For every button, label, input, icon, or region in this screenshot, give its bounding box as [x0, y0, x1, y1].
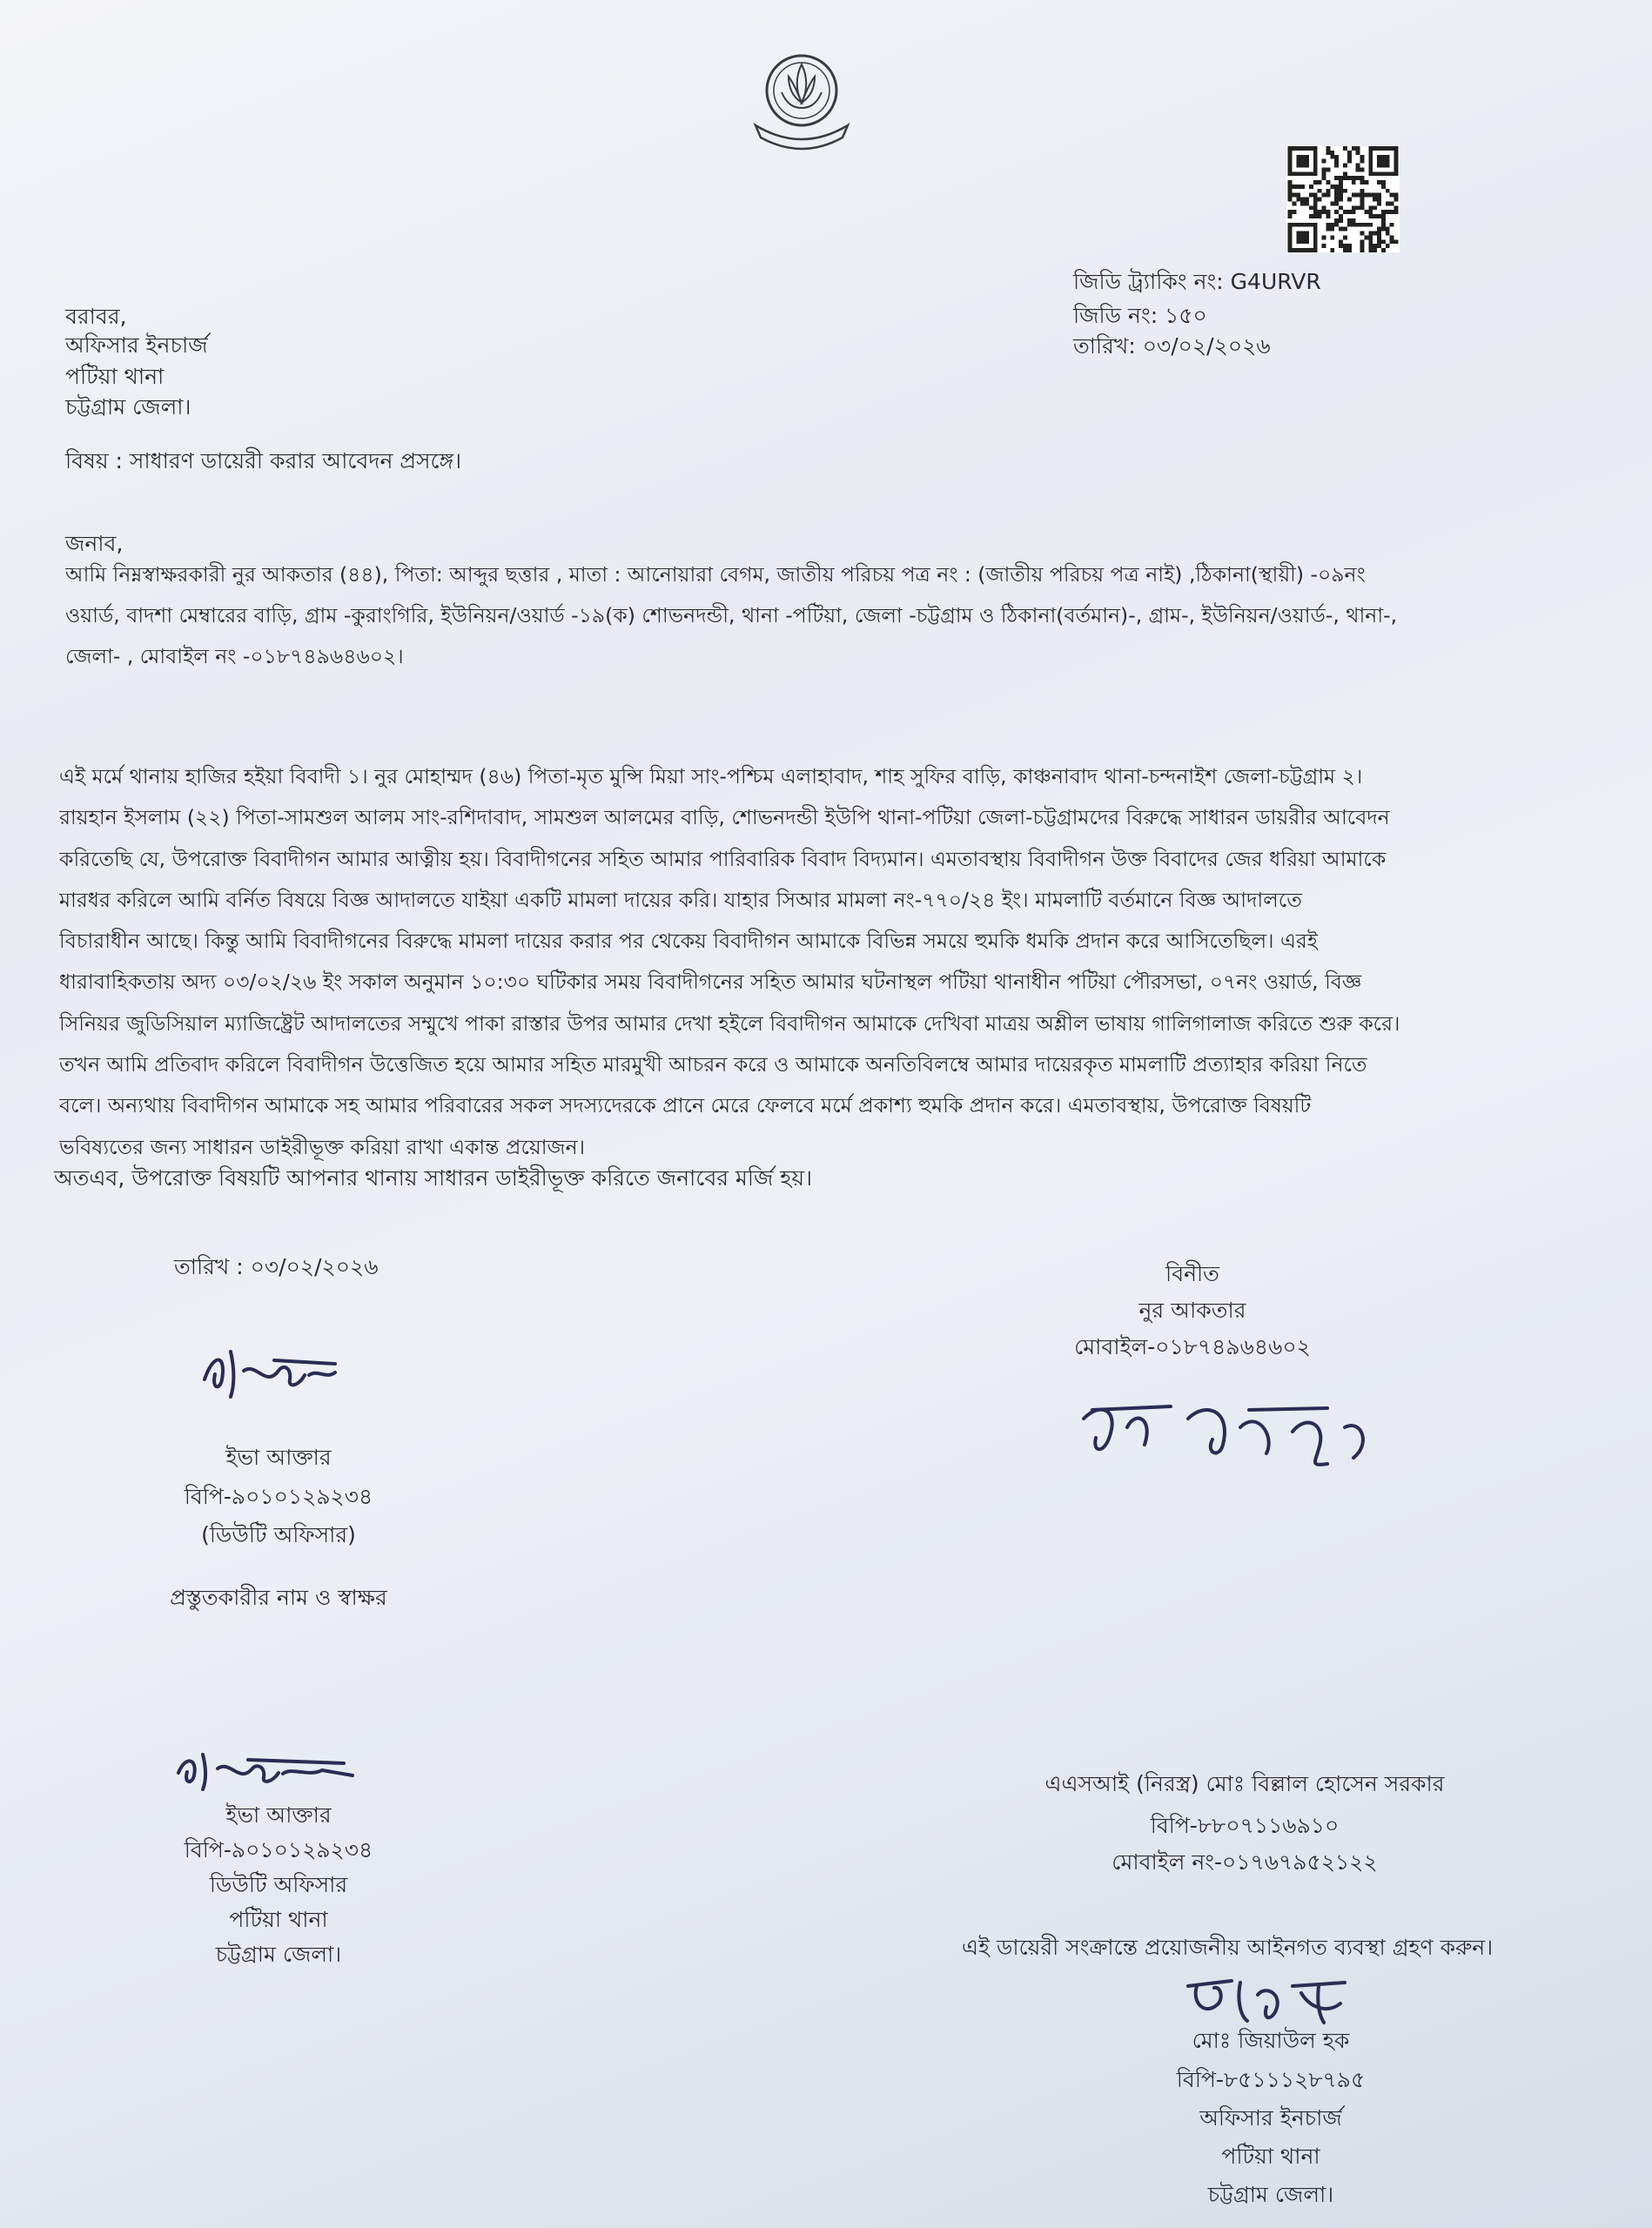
applicant-signature-icon — [1066, 1384, 1397, 1488]
asi-mobile: মোবাইল নং-০১৭৬৭৯৫২১২২ — [1111, 1849, 1378, 1875]
duty-officer-bp: বিপি-৯০১০১২৯২৩৪ — [184, 1837, 373, 1862]
applicant-label: বিনীত — [1165, 1261, 1219, 1286]
body-paragraph — [59, 756, 1582, 1168]
preparer-role: (ডিউটি অফিসার) — [201, 1522, 356, 1547]
gd-number: জিডি নং: ১৫০ — [1073, 303, 1207, 328]
body-line: বলে। অন্যথায় বিবাদীগন আমাকে সহ আমার পরিবারের সকল সদস্যদেরকে প্রানে মেরে ফেলবে মর্মে প্রকাশ্য হুমকি প্রদান করে। এমতাবস্থায়, উপরোক্ত বিষয়টি — [59, 1093, 1312, 1118]
address-line: চট্টগ্রাম জেলা। — [65, 394, 191, 419]
signature-date: তারিখ : ০৩/০২/২০২৬ — [174, 1254, 379, 1279]
gd-tracking-number: জিডি ট্র্যাকিং নং: G4URVR — [1073, 269, 1321, 294]
oc-station: পটিয়া থানা — [1221, 2144, 1320, 2169]
instruction-note: এই ডায়েরী সংক্রান্তে প্রয়োজনীয় আইনগত ব্যবস্থা গ্রহণ করুন। — [962, 1935, 1494, 1960]
intro-line: জেলা- , মোবাইল নং -০১৮৭৪৯৬৪৬০২। — [65, 644, 404, 668]
body-line: করিতেছি যে, উপরোক্ত বিবাদীগন আমার আত্নীয় হয়। বিবাদীগনের সহিত আমার পারিবারিক বিবাদ বিদ্যমান। এমতাবস্থায় বিবাদীগন উক্ত বিবাদের জের ধরিয়া আমাকে — [59, 846, 1387, 871]
preparer-caption: প্রস্তুতকারীর নাম ও স্বাক্ষর — [170, 1585, 387, 1610]
preparer-bp: বিপি-৯০১০১২৯২৩৪ — [184, 1484, 373, 1509]
address-line: অফিসার ইনচার্জ — [65, 332, 208, 358]
oc-bp: বিপি-৮৫১১১২৮৭৯৫ — [1176, 2067, 1366, 2092]
duty-officer-station: পটিয়া থানা — [229, 1907, 328, 1932]
preparer-signature-icon — [196, 1336, 344, 1406]
duty-officer-role: ডিউটি অফিসার — [209, 1872, 348, 1897]
body-line: ভবিষ্যতের জন্য সাধারন ডাইরীভূক্ত করিয়া রাখা একান্ত প্রয়োজন। — [59, 1134, 586, 1159]
body-line: বিচারাধীন আছে। কিন্তু আমি বিবাদীগনের বিরুদ্ধে মামলা দায়ের করার পর থেকেয় বিবাদীগন আমাকে বিভিন্ন সময়ে হুমকি ধমকি প্রদান করে আসিতেছিল। এরই — [59, 929, 1318, 954]
intro-line: আমি নিম্নস্বাক্ষরকারী নুর আকতার (৪৪), পিতা: আব্দুর ছত্তার , মাতা : আনোয়ারা বেগম, জাতীয় পরিচয় পত্র নং : (জাতীয় পরিচয় পত্র নাই) ,ঠিকানা(স্থায়ী) -০৯নং — [65, 562, 1366, 587]
duty-officer-district: চট্টগ্রাম জেলা। — [215, 1942, 342, 1967]
duty-officer-signature-icon — [170, 1742, 361, 1795]
address-line: বরাবর, — [65, 304, 127, 329]
applicant-mobile: মোবাইল-০১৮৭৪৯৬৪৬০২ — [1074, 1334, 1311, 1359]
asi-bp: বিপি-৮৮০৭১১৬৯১০ — [1150, 1813, 1340, 1838]
body-line: মারধর করিলে আমি বর্নিত বিষয়ে বিজ্ঞ আদালতে যাইয়া একটি মামলা দায়ের করি। যাহার সিআর মামলা নং-৭৭০/২৪ ইং। মামলাটি বর্তমানে বিজ্ঞ আদালতে — [59, 887, 1302, 912]
asi-name: এএসআই (নিরস্ত্র) মোঃ বিল্লাল হোসেন সরকার — [1044, 1771, 1445, 1796]
oc-role: অফিসার ইনচার্জ — [1199, 2105, 1342, 2131]
intro-paragraph — [65, 554, 1580, 677]
applicant-name: নুর আকতার — [1138, 1298, 1246, 1323]
oc-signature-icon — [1179, 1969, 1353, 2030]
closing-line: অতএব, উপরোক্ত বিষয়টি আপনার থানায় সাধারন ডাইরীভূক্ত করিতে জনাবের মর্জি হয়। — [54, 1165, 813, 1191]
gd-date: তারিখ: ০৩/০২/২০২৬ — [1073, 333, 1271, 359]
body-line: ধারাবাহিকতায় অদ্য ০৩/০২/২৬ ইং সকাল অনুমান ১০:৩০ ঘটিকার সময় বিবাদীগনের সহিত আমার ঘটনাস্থল পটিয়া থানাধীন পটিয়া পৌরসভা, ০৭নং ওয়ার্ড, বিজ্ঞ — [59, 970, 1362, 995]
body-line: সিনিয়র জুডিসিয়াল ম্যাজিষ্ট্রেট আদালতের সম্মুখে পাকা রাস্তার উপর আমার দেখা হইলে বিবাদীগন আমাকে দেখিবা মাত্রয় অশ্লীল ভাষায় গালিগালাজ করিতে শুরু করে। — [59, 1010, 1400, 1036]
body-line: এই মর্মে থানায় হাজির হইয়া বিবাদী ১। নুর মোহাম্মদ (৪৬) পিতা-মৃত মুন্সি মিয়া সাং-পশ্চিম এলাহাবাদ, শাহ সুফির বাড়ি, কাঞ্চনাবাদ থানা-চন্দনাইশ জেলা-চট্টগ্রাম ২। — [59, 764, 1363, 789]
oc-district: চট্টগ্রাম জেলা। — [1207, 2182, 1334, 2207]
preparer-name: ইভা আক্তার — [225, 1445, 332, 1470]
intro-line: ওয়ার্ড, বাদশা মেম্বারের বাড়ি, গ্রাম -কুরাংগিরি, ইউনিয়ন/ওয়ার্ড -১৯(ক) শোভনদন্ডী, থানা -পটিয়া, জেলা -চট্টগ্রাম ও ঠিকানা(বর্তমান)-, গ্রাম-, ইউনিয়ন/ওয়ার্ড-, থানা-, — [65, 603, 1398, 627]
body-line: রায়হান ইসলাম (২২) পিতা-সামশুল আলম সাং-রশিদাবাদ, সামশুল আলমের বাড়ি, শোভনদন্ডী ইউপি থানা-পটিয়া জেলা-চট্টগ্রামদের বিরুদ্ধে সাধারন ডায়রীর আবেদন — [59, 805, 1390, 830]
qr-code-icon — [1286, 146, 1400, 252]
oc-name: মোঃ জিয়াউল হক — [1192, 2028, 1350, 2053]
body-line: তখন আমি প্রতিবাদ করিলে বিবাদীগন উত্তেজিত হয়ে আমার সহিত মারমুখী আচরন করে ও আমাকে অনতিবিলম্বে আমার দায়েরকৃত মামলাটি প্রত্যাহার করিয়া নিতে — [59, 1052, 1367, 1077]
subject: বিষয় : সাধারণ ডায়েরী করার আবেদন প্রসঙ্গে। — [65, 448, 462, 473]
police-emblem-icon — [745, 42, 858, 155]
address-line: পটিয়া থানা — [65, 364, 165, 389]
salutation: জনাব, — [65, 531, 124, 556]
duty-officer-name: ইভা আক্তার — [225, 1802, 332, 1828]
